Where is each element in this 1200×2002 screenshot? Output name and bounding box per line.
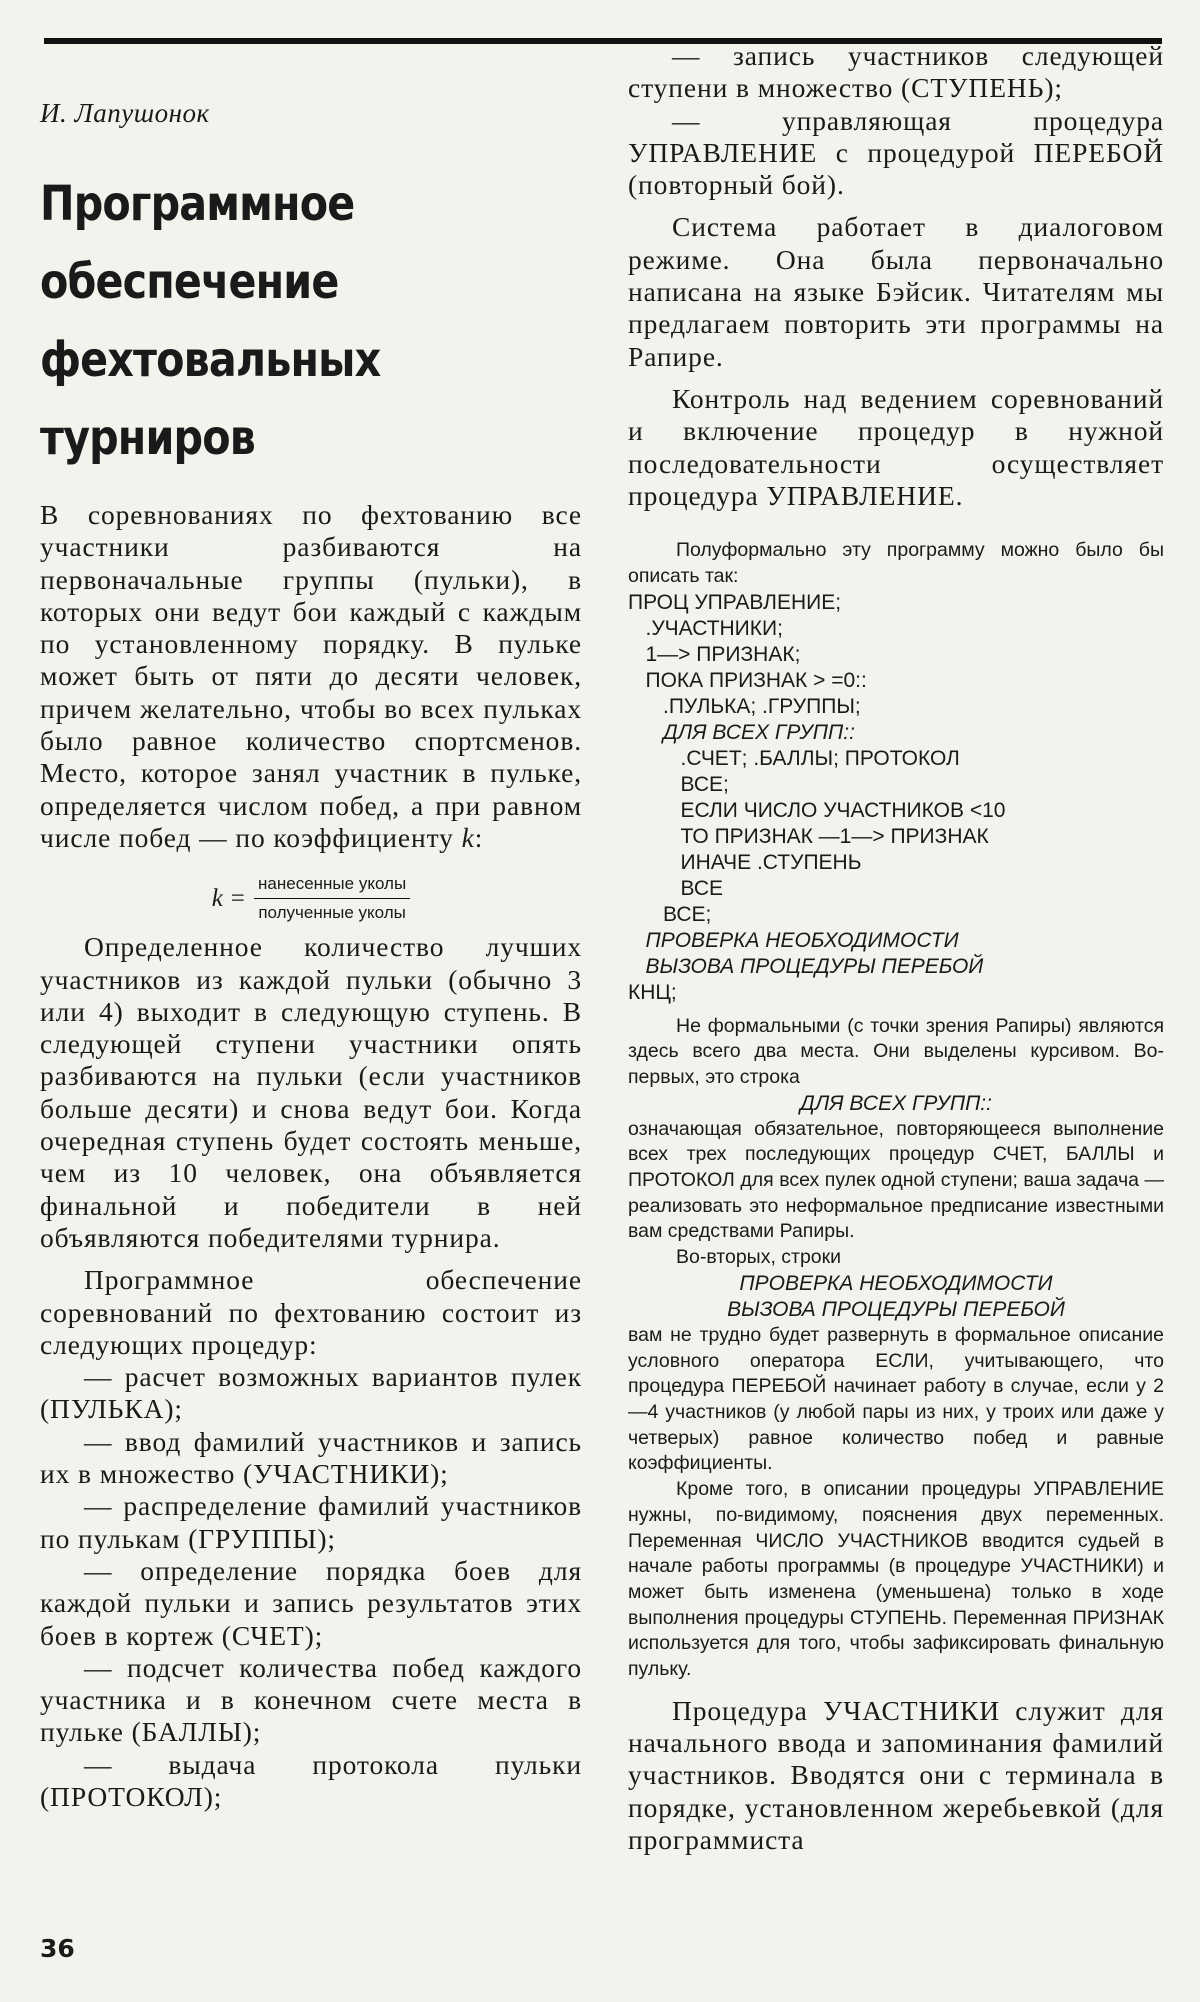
code-line: .УЧАСТНИКИ; [628, 616, 783, 640]
code-line-italic: ПРОВЕРКА НЕОБХОДИМОСТИ [628, 928, 959, 952]
list-item: — управляющая процедура УПРАВЛЕНИЕ с процедурой ПЕРЕБОЙ (повторный бой). [628, 104, 1164, 201]
list-item: — запись участников следующей ступени в множество (СТУПЕНЬ); [628, 40, 1164, 104]
list-item: — распределение фамилий участников по пулькам (ГРУППЫ); [40, 1490, 582, 1554]
code-line: ВСЕ; [628, 772, 729, 796]
code-line-italic: ДЛЯ ВСЕХ ГРУПП:: [800, 1091, 992, 1115]
list-item: — подсчет количества побед каждого участника и в конечном счете места в пульке (БАЛЛЫ); [40, 1651, 582, 1748]
paragraph: Контроль над ведением соревнований и включение процедур в нужной последовательности осуществляет процедура УПРАВЛЕНИЕ. [628, 382, 1164, 511]
paragraph: Программное обеспечение соревнований по фехтованию состоит из следующих процедур: [40, 1264, 582, 1360]
code-line: ТО ПРИЗНАК —1—> ПРИЗНАК [628, 824, 989, 848]
paragraph: Система работает в диалоговом режиме. Она была первоначально написана на языке Бэйсик. Читателям мы предлагаем повторить эти программы на Рапире. [628, 211, 1164, 372]
formula-numerator: нанесенные уколы [254, 874, 410, 899]
code-line: .СЧЕТ; .БАЛЛЫ; ПРОТОКОЛ [628, 746, 960, 770]
code-line: .ПУЛЬКА; .ГРУППЫ; [628, 694, 861, 718]
code-line: ПОКА ПРИЗНАК > =0:: [628, 668, 867, 692]
note-paragraph: Полуформально эту программу можно было бы описать так: [628, 539, 1164, 587]
code-line: 1—> ПРИЗНАК; [628, 642, 801, 666]
list-item: — расчет возможных вариантов пулек (ПУЛЬКА); [40, 1361, 582, 1425]
title-line: турниров [40, 410, 255, 466]
formula-fraction [254, 874, 410, 923]
list-item: — определение порядка боев для каждой пульки и запись результатов этих боев в кортеж (СЧЕТ); [40, 1554, 582, 1651]
code-line-italic: ВЫЗОВА ПРОЦЕДУРЫ ПЕРЕБОЙ [727, 1297, 1065, 1321]
note-paragraph: вам не трудно будет развернуть в формальное описание условного оператора ЕСЛИ, учитывающего, что процедура ПЕРЕБОЙ начинает работу в случае, если у 2—4 участников (у любой пары из них, у троих или даже у четверых) равное количество побед и равные коэффициенты. [628, 1323, 1164, 1475]
code-line: ВСЕ [628, 876, 723, 900]
code-line-italic: ДЛЯ ВСЕХ ГРУПП:: [628, 720, 855, 744]
note-paragraph: Во-вторых, строки [676, 1246, 842, 1269]
list-item: — выдача протокола пульки (ПРОТОКОЛ); [40, 1748, 582, 1812]
list-item: — ввод фамилий участников и запись их в множество (УЧАСТНИКИ); [40, 1425, 582, 1490]
title-line: Программное [40, 176, 355, 232]
k-formula [40, 874, 582, 923]
author: И. Лапушонок [40, 98, 210, 128]
intro-paragraph: В соревнованиях по фехтованию все участники разбиваются на первоначальные группы (пульки), в которых они ведут бои каждый с каждым по установленному порядку. В пульке может быть от пяти до десяти человек, причем желательно, чтобы во всех пульках было равное количество спортсменов. Место, которое занял участник в пульке, определяется числом побед, а при равном числе побед — по коэффициенту k: [40, 499, 582, 853]
code-line: ПРОЦ УПРАВЛЕНИЕ; [628, 590, 842, 614]
note-paragraph: означающая обязательное, повторяющееся выполнение всех трех последующих процедур СЧЕТ, БАЛЛЫ и ПРОТОКОЛ для всех пулек одной ступени; ваша задача — реализовать это неформальное предписание известными вам средствами Рапиры. [628, 1117, 1164, 1243]
title-line: фехтовальных [40, 332, 381, 388]
formula-denominator: полученные уколы [258, 903, 406, 923]
page-number: 36 [40, 1934, 75, 1963]
title-line: обеспечение [40, 254, 339, 310]
paragraph: Процедура УЧАСТНИКИ служит для начального ввода и запоминания фамилий участников. Вводятся они с терминала в порядке, установленном жеребьевкой (для программиста [628, 1694, 1164, 1855]
code-line-italic: ПРОВЕРКА НЕОБХОДИМОСТИ [739, 1271, 1053, 1295]
code-line: ИНАЧЕ .СТУПЕНЬ [628, 850, 862, 874]
code-line: ЕСЛИ ЧИСЛО УЧАСТНИКОВ <10 [628, 798, 1006, 822]
code-line: ВСЕ; [628, 902, 712, 926]
left-column [40, 40, 582, 1813]
right-column [628, 40, 1164, 1856]
code-line-italic: ВЫЗОВА ПРОЦЕДУРЫ ПЕРЕБОЙ [628, 954, 984, 978]
formula-k: k = [211, 884, 247, 912]
paragraph: Определенное количество лучших участников из каждой пульки (обычно 3 или 4) выходит в следующую ступень. В следующей ступени участники опять разбиваются на пульки (если участников больше десяти) и снова ведут бои. Когда очередная ступень будет состоять меньше, чем из 10 человек, она объявляется финальной и победители в ней объявляются победителями турнира. [40, 931, 582, 1253]
k-variable: k [461, 821, 475, 853]
note-paragraph: Кроме того, в описании процедуры УПРАВЛЕНИЕ нужны, по-видимому, пояснения двух переменных. Переменная ЧИСЛО УЧАСТНИКОВ вводится судьей в начале работы программы (в процедуре УЧАСТНИКИ) и может быть изменена (уменьшена) только в ходе выполнения процедуры СТУПЕНЬ. Переменная ПРИЗНАК используется для того, чтобы зафиксировать финальную пульку. [628, 1478, 1164, 1681]
code-line: КНЦ; [628, 980, 677, 1004]
article-title [40, 165, 506, 477]
note-paragraph: Не формальными (с точки зрения Рапиры) являются здесь всего два места. Они выделены курсивом. Во-первых, это строка [628, 1014, 1164, 1088]
